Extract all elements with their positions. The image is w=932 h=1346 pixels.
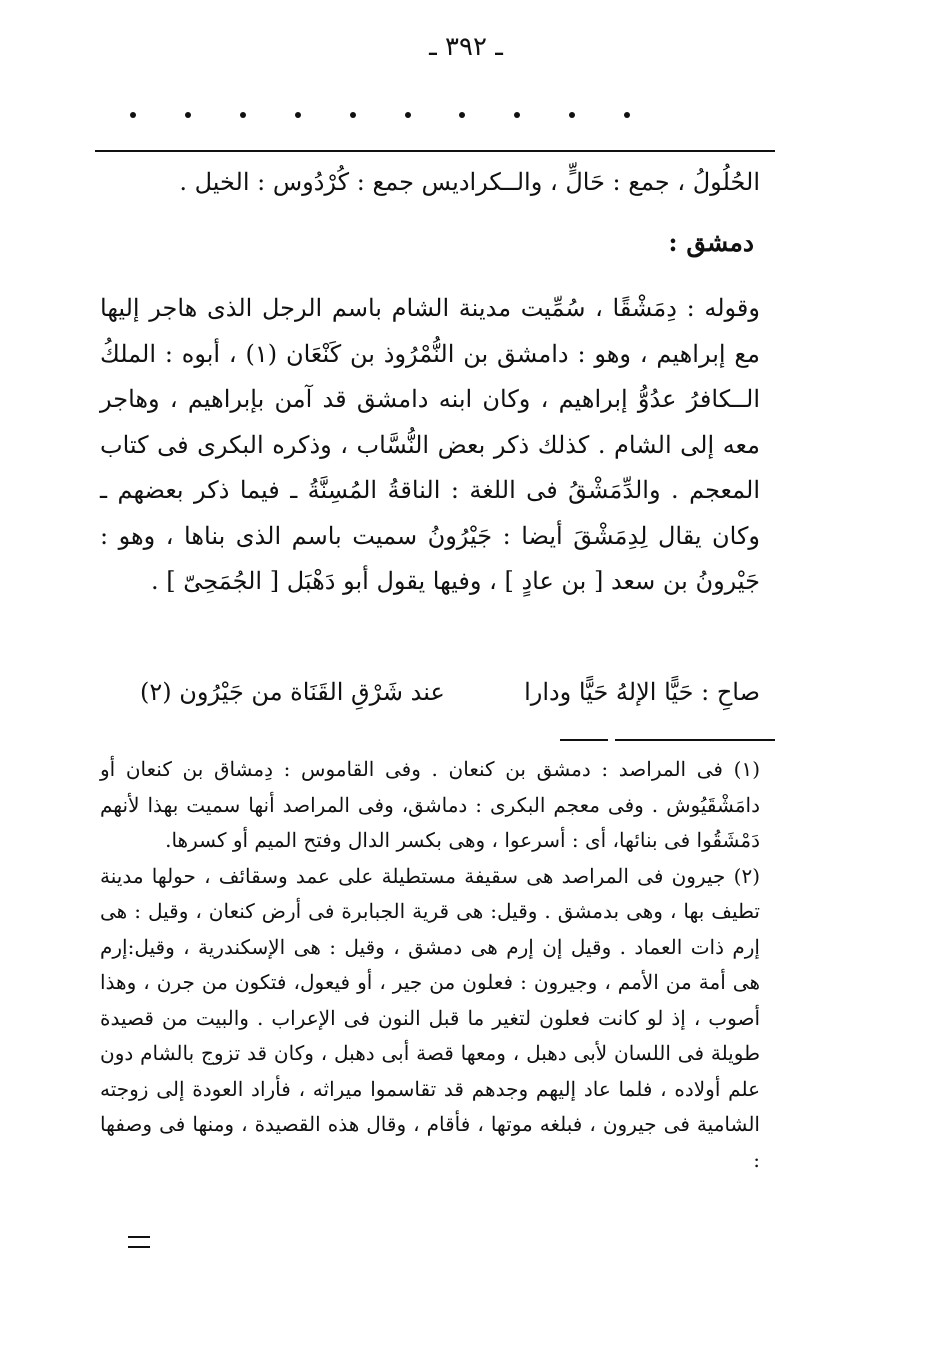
verse-first-hemistich: صاحِ : حَيًّا الإلهُ حَيًّا ودارا: [524, 678, 760, 706]
ornament-dot: [240, 112, 246, 118]
footnote-2: (٢) جيرون فى المراصد هى سقيفة مستطيلة على عمد وسقائف ، حولها مدينة تطيف بها ، وهى بدمشق . وقيل: هى قرية الجبابرة فى أرض كنعان ، وقيل : هى إرم ذات العماد . وقيل إن إرم هى دمشق ، وقيل : هى الإسكندرية ، وقيل:إرم هى أمة من الأمم ، وجيرون : فعلون من جير ، أو فيعول، فتكون من جرن ، وهذا أصوب ، إذ لو كانت فعلون لتغير ما قبل النون فى الإعراب . والبيت من قصيدة طويلة فى اللسان لأبى دهبل ، ومعها قصة أبى دهبل ، وكان قد تزوج بالشام دون علم أولاده ، فلما عاد إليهم وجدهم قد تقاسموا ميراثه ، فأراد العودة إلى زوجته الشامية فى جيرون ، فبلغه موتها ، فأقام ، وقال هذه القصيدة ، ومنها فى وصفها :: [100, 863, 760, 1172]
page-number: ـ ٣٩٢ ـ: [429, 32, 503, 62]
ornament-dot: [185, 112, 191, 118]
ornament-dot: [569, 112, 575, 118]
body-paragraph: وقوله : دِمَشْقًا ، سُمِّيت مدينة الشام باسم الرجل الذى هاجر إليها مع إبراهيم ، وهو : دامشق بن النُّمْرُوذ بن كَنْعَان (١) ، أبوه : الملكُ الــكافرُ عدُوُّ إبراهيم ، وكان ابنه دامشق قد آمن بإبراهيم ، وهاجر معه إلى الشام . كذلك ذكر بعض النُّسَّاب ، وذكره البكرى فى كتاب المعجم . والدِّمَشْقُ فى اللغة : الناقةُ المُسِنَّةُ ـ فيما ذكر بعضهم ـ وكان يقال لِدِمَشْقَ أيضا : جَيْرُونُ سميت باسم الذى بناها ، وهو : جَيْرونُ بن سعد [ بن عادٍ ] ، وفيها يقول أبو دَهْبَل [ الجُمَحِىّ ] .: [100, 294, 760, 595]
footnote-1: (١) فى المراصد : دمشق بن كنعان . وفى القاموس : دِمشاق بن كنعان أو دامَشْقَيُوش . وفى معجم البكرى : دماشق، وفى المراصد أنها سميت بهذا لأنهم دَمْشَقُوا فى بنائها، أى : أسرعوا ، وهى بكسر الدال وفتح الميم أو كسرها.: [100, 757, 760, 852]
ornament-dot: [624, 112, 630, 118]
ornament-dot: [350, 112, 356, 118]
continuation-mark: [128, 1236, 150, 1248]
footnotes: [100, 752, 760, 1178]
ornament-dot: [459, 112, 465, 118]
poetry-verse: [140, 678, 760, 706]
section-title: دمشق :: [668, 228, 754, 257]
continuation-line: الحُلُولُ ، جمع : حَالٍّ ، والــكراديس جمع : كُرْدُوس : الخيل .: [179, 168, 760, 196]
footnote-rule: [615, 739, 775, 741]
ornament-dot: [405, 112, 411, 118]
header-rule: [95, 150, 775, 152]
ornament-dot: [295, 112, 301, 118]
ornament-dot: [514, 112, 520, 118]
verse-second-hemistich: عند شَرْقِ القَنَاة من جَيْرُون (٢): [140, 678, 445, 706]
footnote-rule-short: [560, 739, 608, 741]
ornament-dots: [130, 112, 630, 118]
ornament-dot: [130, 112, 136, 118]
